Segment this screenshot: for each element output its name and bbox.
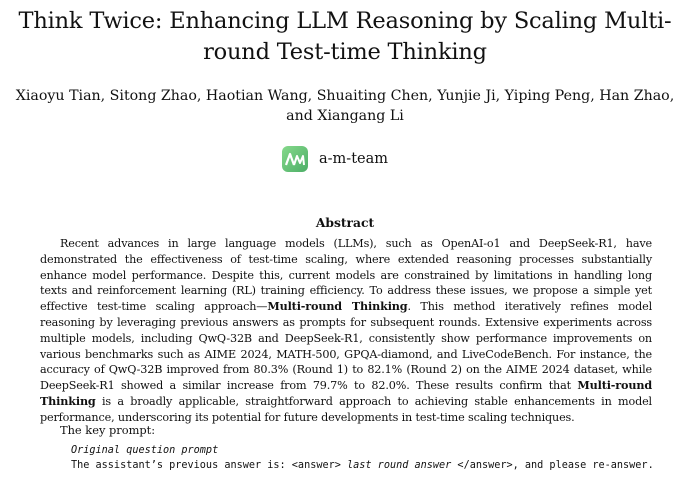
key-prompt-label: The key prompt:: [60, 423, 156, 437]
team-logo-icon: [282, 146, 308, 172]
prompt-reanswer-line: [71, 458, 661, 473]
prompt-prefix: The assistant’s previous answer is: <answer>: [71, 460, 348, 471]
abstract-bold-2: Multi-round Thinking: [40, 378, 652, 408]
abstract-bold-1: Multi-round Thinking: [267, 299, 408, 314]
abstract-heading: Abstract: [315, 215, 375, 230]
abstract-text: [40, 236, 652, 426]
abstract-part-3: is a broadly applicable, straightforward approach to achieving stable enhancements in model performance, underscoring its potential for future developments in test-time scaling techniques.: [40, 394, 652, 424]
team-name: a-m-team: [319, 151, 388, 167]
prompt-placeholder: last round answer: [347, 460, 452, 471]
author-list: Xiaoyu Tian, Sitong Zhao, Haotian Wang, Shuaiting Chen, Yunjie Ji, Yiping Peng, Han Zhao, and Xiangang Li: [15, 88, 675, 124]
team-affiliation: [282, 145, 388, 173]
abstract-part-2: . This method iteratively refines model reasoning by leveraging previous answers as prompts for subsequent rounds. Extensive experiments across multiple models, including QwQ-32B and DeepSeek-R1, consistently show performance improvements on various benchmarks such as AIME 2024, MATH-500, GPQA-diamond, and LiveCodeBench. For instance, the accuracy of QwQ-32B improved from 80.3% (Round 1) to 82.1% (Round 2) on the AIME 2024 dataset, while DeepSeek-R1 showed a similar increase from 79.7% to 82.0%. These results confirm that: [40, 300, 652, 393]
abstract-part-1: Recent advances in large language models (LLMs), such as OpenAI-o1 and DeepSeek-R1, have demonstrated the effectiveness of test-time scaling, where extended reasoning processes substantially enhance model performance. Despite this, current models are constrained by limitations in handling long texts and reinforcement learning (RL) training efficiency. To address these issues, we propose a simple yet effective test-time scaling approach—: [40, 237, 652, 314]
prompt-block: [71, 443, 661, 473]
prompt-original-question: Original question prompt: [71, 445, 219, 456]
paper-title: Think Twice: Enhancing LLM Reasoning by Scaling Multi-round Test-time Thinking: [18, 8, 672, 65]
prompt-suffix: </answer>, and please re-answer.: [451, 460, 654, 471]
